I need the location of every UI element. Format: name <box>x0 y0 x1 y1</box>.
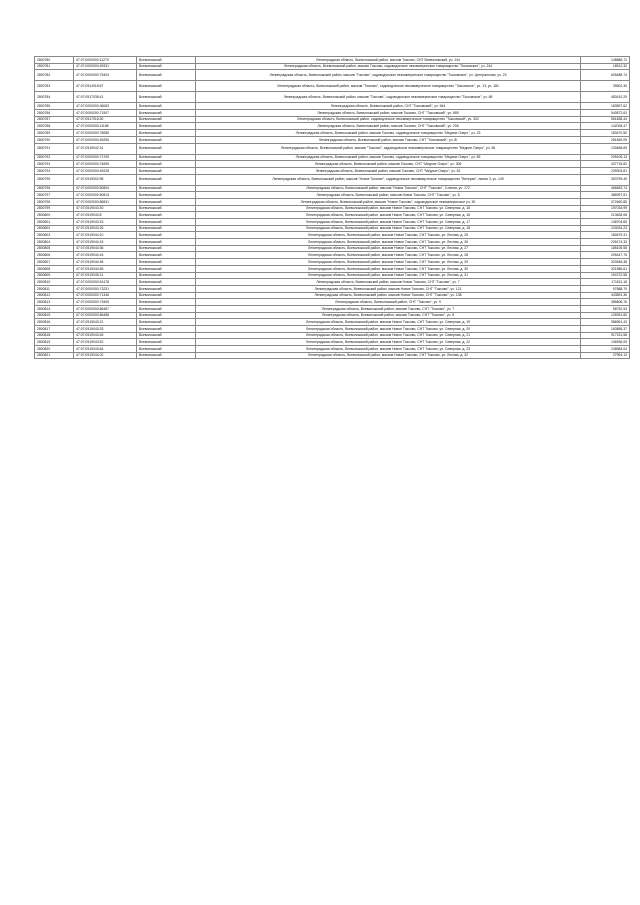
district-cell: Всеволожский <box>137 352 196 359</box>
table-row <box>35 185 630 192</box>
row-number-cell: 2800805 <box>35 245 74 252</box>
cadastral-number-cell: 47:07:0000000:71346 <box>74 292 137 299</box>
district-cell: Всеволожский <box>137 285 196 292</box>
cadastral-number-cell: 47:07:0519043:8 <box>74 212 137 219</box>
district-cell: Всеволожский <box>137 116 196 123</box>
row-number-cell: 2800812 <box>35 292 74 299</box>
cadastral-value-cell: 483410,29 <box>581 92 630 103</box>
cadastral-number-cell: 47:07:0000000:36063 <box>74 103 137 110</box>
table-row <box>35 299 630 306</box>
cadastral-value-cell: 248983,04 <box>581 346 630 353</box>
cadastral-number-cell: 47:07:0519044:55 <box>74 265 137 272</box>
row-number-cell: 2800797 <box>35 192 74 199</box>
row-number-cell: 2800798 <box>35 198 74 205</box>
row-number-cell: 2800807 <box>35 259 74 266</box>
table-row <box>35 205 630 212</box>
cadastral-value-cell: 320548,38 <box>581 259 630 266</box>
cadastral-number-cell: 47:07:0000000:49331 <box>74 63 137 70</box>
row-number-cell: 2800815 <box>35 312 74 319</box>
cadastral-value-cell: 303799,49 <box>581 174 630 185</box>
cadastral-number-cell: 47:07:0000000:11188 <box>74 123 137 130</box>
district-cell: Всеволожский <box>137 279 196 286</box>
row-number-cell: 2800818 <box>35 332 74 339</box>
address-cell: Ленинградская область, Всеволожский район, массив "Новое Токсово", садоводческое некоммерческое товарищество "Ветеран", линия 3, уч. 149 <box>196 174 581 185</box>
cadastral-value-cell: 239303,81 <box>581 167 630 174</box>
cadastral-number-cell: 47:07:0000000:50804 <box>74 185 137 192</box>
cadastral-value-cell: 551838,44 <box>581 116 630 123</box>
address-cell: Ленинградская область, Всеволожский район, массив "Токсово", садоводческое некоммерческое товарищество "Токсовское", уч. 68 <box>196 92 581 103</box>
cadastral-value-cell: 18512,32 <box>581 63 630 70</box>
cadastral-number-cell: 47:07:0519043:33 <box>74 326 137 333</box>
row-number-cell: 2800820 <box>35 346 74 353</box>
table-row <box>35 198 630 205</box>
register-table-body <box>35 57 630 359</box>
district-cell: Всеволожский <box>137 339 196 346</box>
table-row <box>35 63 630 70</box>
cadastral-number-cell: 47:07:0514018:67 <box>74 81 137 92</box>
address-cell: Ленинградская область, Всеволожский район, массив Токсово, садоводческое товарищество "Медное Озеро", уч. 23 <box>196 130 581 137</box>
table-row <box>35 57 630 64</box>
table-row <box>35 326 630 333</box>
row-number-cell: 2800802 <box>35 225 74 232</box>
cadastral-number-cell: 47:07:0000000:78085 <box>74 130 137 137</box>
cadastral-number-cell: 47:07:0519044:10 <box>74 232 137 239</box>
cadastral-value-cell: 185105,58 <box>581 245 630 252</box>
address-cell: Ленинградская область, Всеволожский район, массив Новое Токсово, СНТ Токсово, ул. Северная, д. 18 <box>196 225 581 232</box>
district-cell: Всеволожский <box>137 154 196 161</box>
table-row <box>35 265 630 272</box>
cadastral-value-cell: 917151,58 <box>581 332 630 339</box>
cadastral-number-cell: 47:07:0519044:43 <box>74 252 137 259</box>
table-row <box>35 174 630 185</box>
address-cell: Ленинградская область, Всеволожский район, массив Токсово, СНТ "Токсово", уч. 8 <box>196 312 581 319</box>
cadastral-number-cell: 47:07:0519043:21 <box>74 319 137 326</box>
cadastral-value-cell: 138704,65 <box>581 219 630 226</box>
district-cell: Всеволожский <box>137 245 196 252</box>
cadastral-number-cell: 47:07:0000000:49228 <box>74 167 137 174</box>
cadastral-number-cell: 47:07:0000000:73231 <box>74 285 137 292</box>
cadastral-value-cell: 205447,75 <box>581 252 630 259</box>
district-cell: Всеволожский <box>137 232 196 239</box>
district-cell: Всеволожский <box>137 319 196 326</box>
table-row <box>35 143 630 154</box>
cadastral-number-cell: 47:07:0000000:11270 <box>74 57 137 64</box>
cadastral-value-cell: 39502,30 <box>581 81 630 92</box>
table-row <box>35 305 630 312</box>
row-number-cell: 2800801 <box>35 219 74 226</box>
address-cell: Ленинградская область, Всеволожский район, массив Новое Токсово, СНТ Токсово, ул. Северная, д. 15 <box>196 205 581 212</box>
cadastral-number-cell: 47:07:0000000:86531 <box>74 198 137 205</box>
table-row <box>35 232 630 239</box>
table-row <box>35 279 630 286</box>
cadastral-number-cell: 47:07:0000000:74695 <box>74 161 137 168</box>
row-number-cell: 2800800 <box>35 212 74 219</box>
cadastral-value-cell: 197034,99 <box>581 205 630 212</box>
cadastral-value-cell: 180679,31 <box>581 232 630 239</box>
cadastral-number-cell: 47:07:0000000:86488 <box>74 312 137 319</box>
address-cell: Ленинградская область, Всеволожский район, массив Новое Токсово, СНТ "Токсово", уч. 138 <box>196 292 581 299</box>
address-cell: Ленинградская область, Всеволожский район, массив Новое Токсово, СНТ Токсово, ул. Лесная, д. 29 <box>196 259 581 266</box>
row-number-cell: 2800819 <box>35 339 74 346</box>
row-number-cell: 2800795 <box>35 174 74 185</box>
row-number-cell: 2800792 <box>35 154 74 161</box>
row-number-cell: 2800816 <box>35 319 74 326</box>
cadastral-number-cell: 47:07:0000000:45255 <box>74 136 137 143</box>
table-row <box>35 81 630 92</box>
district-cell: Всеволожский <box>137 123 196 130</box>
cadastral-value-cell: 194722,58 <box>581 272 630 279</box>
address-cell: Ленинградская область, Всеволожский район, массив Новое Токсово, СНТ Токсово, ул. Лесная, д. 32 <box>196 352 581 359</box>
row-number-cell: 2800780 <box>35 57 74 64</box>
cadastral-number-cell: 47:07:0000000:86487 <box>74 305 137 312</box>
cadastral-number-cell: 47:07:0000000:71709 <box>74 154 137 161</box>
district-cell: Всеволожский <box>137 174 196 185</box>
district-cell: Всеволожский <box>137 92 196 103</box>
address-cell: Ленинградская область, Всеволожский район, массив Новое Токсово, СНТ "Токсово", уч. 5 <box>196 192 581 199</box>
row-number-cell: 2800790 <box>35 136 74 143</box>
district-cell: Всеволожский <box>137 272 196 279</box>
cadastral-number-cell: 47:07:0519002:98 <box>74 174 137 185</box>
cadastral-number-cell: 47:07:0519042:31 <box>74 143 137 154</box>
district-cell: Всеволожский <box>137 143 196 154</box>
table-row <box>35 352 630 359</box>
row-number-cell: 2800803 <box>35 232 74 239</box>
cadastral-value-cell: 136936,09 <box>581 339 630 346</box>
table-row <box>35 167 630 174</box>
cadastral-value-cell: 58752,93 <box>581 305 630 312</box>
cadastral-value-cell: 183597,62 <box>581 103 630 110</box>
address-cell: Ленинградская область, Всеволожский район, массив Токсово, садоводческое некоммерческое товарищество "Токсовское", уч. 244 <box>196 63 581 70</box>
address-cell: Ленинградская область, Всеволожский район, массив Новое Токсово, СНТ Токсово, ул. Лесная, д. 30 <box>196 265 581 272</box>
cadastral-value-cell: 148886,72 <box>581 57 630 64</box>
cadastral-value-cell: 142028,47 <box>581 123 630 130</box>
district-cell: Всеволожский <box>137 192 196 199</box>
cadastral-value-cell: 372460,85 <box>581 198 630 205</box>
district-cell: Всеволожский <box>137 205 196 212</box>
address-cell: Ленинградская область, Всеволожский район, массив "Токсово", садоводческое некоммерческое товарищество "Токсовское", уч. Центральная, уч. 23 <box>196 70 581 81</box>
table-row <box>35 192 630 199</box>
address-cell: Ленинградская область, Всеволожский район, массив Новое Токсово, СНТ Токсово, ул. Лесная, д. 25 <box>196 232 581 239</box>
address-cell: Ленинградская область, Всеволожский район, массив Токсово, СНТ "Токсовский", уч. 206 <box>196 123 581 130</box>
address-cell: Ленинградская область, Всеволожский район, массив Новое Токсово, СНТ Токсово, ул. Северная, д. 21 <box>196 332 581 339</box>
row-number-cell: 2800808 <box>35 265 74 272</box>
table-row <box>35 319 630 326</box>
cadastral-value-cell: 163858,37 <box>581 326 630 333</box>
address-cell: Ленинградская область, Всеволожский район, СНТ "Токсовский", уч. 644 <box>196 103 581 110</box>
address-cell: Ленинградская область, Всеволожский район, массив Новое Токсово, СНТ Токсово, ул. Северная, д. 20 <box>196 326 581 333</box>
district-cell: Всеволожский <box>137 212 196 219</box>
address-cell: Ленинградская область, Всеволожский район, садоводческое некоммерческое товарищество "Токсовский", уч. 302 <box>196 116 581 123</box>
cadastral-value-cell: 226174,33 <box>581 239 630 246</box>
cadastral-number-cell: 47:07:0000000:73405 <box>74 299 137 306</box>
row-number-cell: 2800813 <box>35 299 74 306</box>
address-cell: Ленинградская область, Всеволожский район, массив Токсово, СНТ "Токсовский", уч. 895 <box>196 110 581 117</box>
address-cell: Ленинградская область, Всеволожский район, массив Новое Токсово, СНТ Токсово, ул. Северная, д. 17 <box>196 219 581 226</box>
address-cell: Ленинградская область, Всеволожский район, массив Токсово, СНТ "Токсово", уч. 7 <box>196 305 581 312</box>
cadastral-number-cell: 47:07:0519043:26 <box>74 225 137 232</box>
cadastral-value-cell: 337718,82 <box>581 161 630 168</box>
district-cell: Всеволожский <box>137 63 196 70</box>
address-cell: Ленинградская область, Всеволожский район, массив Новое Токсово, СНТ Токсово, ул. Лесная, д. 27 <box>196 245 581 252</box>
table-row <box>35 272 630 279</box>
cadastral-value-cell: 213628,08 <box>581 212 630 219</box>
district-cell: Всеволожский <box>137 305 196 312</box>
district-cell: Всеволожский <box>137 265 196 272</box>
district-cell: Всеволожский <box>137 130 196 137</box>
cadastral-value-cell: 321986,61 <box>581 265 630 272</box>
row-number-cell: 2800821 <box>35 352 74 359</box>
district-cell: Всеволожский <box>137 185 196 192</box>
row-number-cell: 2800791 <box>35 143 74 154</box>
table-row <box>35 103 630 110</box>
table-row <box>35 239 630 246</box>
cadastral-number-cell: 47:07:0519043:15 <box>74 219 137 226</box>
table-row <box>35 225 630 232</box>
address-cell: Ленинградская область, Всеволожский район, массив Токсово, СНТ "Медное Озеро", уч. 52 <box>196 167 581 174</box>
table-row <box>35 259 630 266</box>
cadastral-value-cell: 386961,43 <box>581 319 630 326</box>
cadastral-number-cell: 47:07:0519044:02 <box>74 352 137 359</box>
table-row <box>35 245 630 252</box>
row-number-cell: 2800793 <box>35 161 74 168</box>
register-table <box>34 56 630 359</box>
district-cell: Всеволожский <box>137 70 196 81</box>
row-number-cell: 2800810 <box>35 279 74 286</box>
address-cell: Ленинградская область, Всеволожский район, массив Новое Токсово, СНТ Токсово, ул. Северная, д. 23 <box>196 346 581 353</box>
cadastral-number-cell: 47:07:0517018:30 <box>74 116 137 123</box>
cadastral-value-cell: 443891,36 <box>581 292 630 299</box>
district-cell: Всеволожский <box>137 110 196 117</box>
cadastral-value-cell: 625488,74 <box>581 70 630 81</box>
table-row <box>35 212 630 219</box>
table-row <box>35 285 630 292</box>
row-number-cell: 2800804 <box>35 239 74 246</box>
district-cell: Всеволожский <box>137 198 196 205</box>
table-row <box>35 219 630 226</box>
row-number-cell: 2800814 <box>35 305 74 312</box>
cadastral-value-cell: 205106,13 <box>581 154 630 161</box>
cadastral-number-cell: 47:07:0000000:71907 <box>74 110 137 117</box>
cadastral-value-cell: 540872,63 <box>581 110 630 117</box>
address-cell: Ленинградская область, Всеволожский район, массив Новое Токсово, СНТ Токсово, ул. Лесная, д. 28 <box>196 252 581 259</box>
row-number-cell: 2800788 <box>35 123 74 130</box>
cadastral-value-cell: 386997,51 <box>581 192 630 199</box>
row-number-cell: 2800806 <box>35 252 74 259</box>
row-number-cell: 2800782 <box>35 70 74 81</box>
cadastral-value-cell: 27994,13 <box>581 352 630 359</box>
district-cell: Всеволожский <box>137 252 196 259</box>
address-cell: Ленинградская область, Всеволожский район, массив "Токсово", садоводческое некоммерческое товарищество "Токсовское", уч. 13, уч. 181 <box>196 81 581 92</box>
row-number-cell: 2800784 <box>35 92 74 103</box>
cadastral-number-cell: 47:07:0000000:75403 <box>74 70 137 81</box>
row-number-cell: 2800786 <box>35 110 74 117</box>
row-number-cell: 2800817 <box>35 326 74 333</box>
district-cell: Всеволожский <box>137 136 196 143</box>
district-cell: Всеволожский <box>137 346 196 353</box>
cadastral-number-cell: 47:07:0519043:30 <box>74 205 137 212</box>
address-cell: Ленинградская область, Всеволожский район, массив Новое Токсово, СНТ Токсово, ул. Лесная, д. 26 <box>196 239 581 246</box>
row-number-cell: 2800799 <box>35 205 74 212</box>
address-cell: Ленинградская область, Всеволожский район, массив Новое Токсово, СНТ Токсово, ул. Лесная, д. 31 <box>196 272 581 279</box>
district-cell: Всеволожский <box>137 103 196 110</box>
address-cell: Ленинградская область, Всеволожский район, массив Новое Токсово, СНТ "Токсово", уч. 121 <box>196 285 581 292</box>
table-row <box>35 130 630 137</box>
district-cell: Всеволожский <box>137 219 196 226</box>
table-row <box>35 339 630 346</box>
address-cell: Ленинградская область, Всеволожский район, СНТ "Токсово", уч. 9 <box>196 299 581 306</box>
row-number-cell: 2800811 <box>35 285 74 292</box>
address-cell: Ленинградская область, Всеволожский район, массив Новое Токсово, СНТ Токсово, ул. Северная, д. 19 <box>196 319 581 326</box>
cadastral-number-cell: 47:07:0519043:45 <box>74 332 137 339</box>
address-cell: Ленинградская область, Всеволожский район, массив "Токсово", садоводческое некоммерческое товарищество "Медное Озеро", уч. 36 <box>196 143 581 154</box>
address-cell: Ленинградская область, Всеволожский район, массив Новое Токсово, СНТ "Токсово", уч. 7 <box>196 279 581 286</box>
cadastral-number-cell: 47:07:0517038:41 <box>74 92 137 103</box>
cadastral-value-cell: 385806,76 <box>581 299 630 306</box>
cadastral-value-cell: 171151,18 <box>581 279 630 286</box>
table-row <box>35 92 630 103</box>
cadastral-value-cell: 97688,70 <box>581 285 630 292</box>
district-cell: Всеволожский <box>137 299 196 306</box>
district-cell: Всеволожский <box>137 312 196 319</box>
address-cell: Ленинградская область, Всеволожский район, массив "Новое Токсово", СНТ "Токсово", 3 линия, уч. 172 <box>196 185 581 192</box>
district-cell: Всеволожский <box>137 239 196 246</box>
table-row <box>35 136 630 143</box>
district-cell: Всеволожский <box>137 292 196 299</box>
table-row <box>35 123 630 130</box>
row-number-cell: 2800794 <box>35 167 74 174</box>
cadastral-number-cell: 47:07:0519045:11 <box>74 272 137 279</box>
row-number-cell: 2800783 <box>35 81 74 92</box>
cadastral-value-cell: 133468,69 <box>581 143 630 154</box>
table-row <box>35 252 630 259</box>
cadastral-value-cell: 243034,23 <box>581 225 630 232</box>
row-number-cell: 2800796 <box>35 185 74 192</box>
address-cell: Ленинградская область, Всеволожский район, массив Новое Токсово, СНТ Токсово, ул. Северная, д. 22 <box>196 339 581 346</box>
row-number-cell: 2800789 <box>35 130 74 137</box>
district-cell: Всеволожский <box>137 259 196 266</box>
cadastral-value-cell: 125391,80 <box>581 312 630 319</box>
cadastral-number-cell: 47:07:0000000:51478 <box>74 279 137 286</box>
district-cell: Всеволожский <box>137 57 196 64</box>
table-row <box>35 161 630 168</box>
cadastral-number-cell: 47:07:0519044:15 <box>74 239 137 246</box>
address-cell: Ленинградская область, Всеволожский район, массив Токсово, СНТ "Медное Озеро", уч. 306 <box>196 161 581 168</box>
table-row <box>35 116 630 123</box>
district-cell: Всеволожский <box>137 161 196 168</box>
row-number-cell: 2800781 <box>35 63 74 70</box>
table-row <box>35 110 630 117</box>
cadastral-number-cell: 47:07:0519043:52 <box>74 339 137 346</box>
cadastral-number-cell: 47:07:0000000:50813 <box>74 192 137 199</box>
table-row <box>35 332 630 339</box>
table-row <box>35 154 630 161</box>
cadastral-value-cell: 183470,50 <box>581 130 630 137</box>
address-cell: Ленинградская область, Всеволожский район, массив "Новое Токсово", садоводческое некоммерческое уч. 30 <box>196 198 581 205</box>
district-cell: Всеволожский <box>137 326 196 333</box>
cadastral-value-cell: 251849,09 <box>581 136 630 143</box>
district-cell: Всеволожский <box>137 225 196 232</box>
cadastral-number-cell: 47:07:0519044:48 <box>74 259 137 266</box>
address-cell: Ленинградская область, Всеволожский район, массив Токсово, садоводческое товарищество "Медное Озеро", уч. 69 <box>196 154 581 161</box>
table-row <box>35 312 630 319</box>
cadastral-number-cell: 47:07:0519043:64 <box>74 346 137 353</box>
row-number-cell: 2800785 <box>35 103 74 110</box>
table-row <box>35 346 630 353</box>
district-cell: Всеволожский <box>137 167 196 174</box>
table-row <box>35 70 630 81</box>
address-cell: Ленинградская область, Всеволожский район, массив Токсово, СНТ "Токсовский", уч. 8/ <box>196 136 581 143</box>
district-cell: Всеволожский <box>137 81 196 92</box>
cadastral-number-cell: 47:07:0519044:36 <box>74 245 137 252</box>
address-cell: Ленинградская область, Всеволожский район, массив Новое Токсово, СНТ Токсово, ул. Северная, д. 16 <box>196 212 581 219</box>
row-number-cell: 2800809 <box>35 272 74 279</box>
district-cell: Всеволожский <box>137 332 196 339</box>
address-cell: Ленинградская область, Всеволожский район, массив Токсово, СНТ Всеволожский, уч. 144 <box>196 57 581 64</box>
row-number-cell: 2800787 <box>35 116 74 123</box>
cadastral-value-cell: 466653,74 <box>581 185 630 192</box>
table-row <box>35 292 630 299</box>
